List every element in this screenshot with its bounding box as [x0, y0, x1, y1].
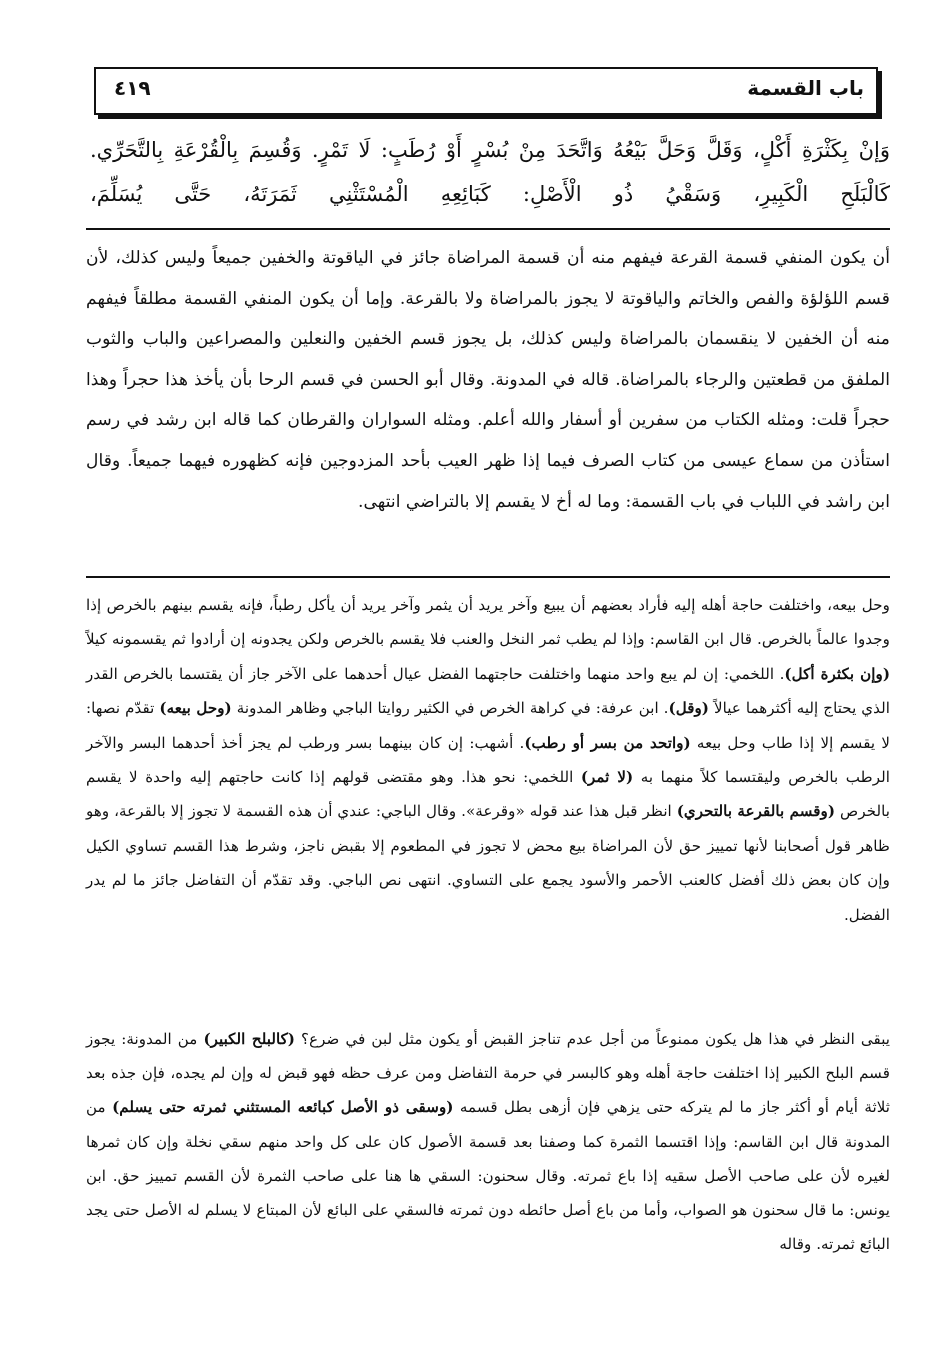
commentary-text: انظر قبل هذا عند قوله «وقرعة». وقال الباجي: عندي أن هذه القسمة لا تجوز إلا بالقرعة، وهو ظاهر قول أصحابنا لأنها تمييز حق لأن المراضاة بيع محض لا تجوز في المطعوم إلا بقبض ناجز، وشرط هذا القسم تساوي الكيل وإن كان بعض ذلك أفضل كالعنب الأحمر والأسود يجمع على التساوي. انتهى نص الباجي. وقد تقدّم أن التفاضل جائز ما لم يدر الفضل. [86, 802, 890, 924]
commentary-text: من المدونة: يجوز قسم البلح الكبير إذا اختلفت حاجة أهله وهو كالبسر في حرمة التفاضل ومن عرف حظه فهو قبض له وإن لم يجده، فإن جذه بعد ثلاثة أيام أو أكثر جاز ما لم يتركه حتى يزهي فإن أزهى بطل قسمه [86, 1030, 891, 1117]
commentary-text: يبقى النظر في هذا هل يكون ممنوعاً من أجل عدم تناجز القبض أو يكون مثل لبن في ضرع؟ [295, 1030, 890, 1048]
commentary-text: . ابن عرفة: في كراهة الخرص في الكثير روايتا الباجي وظاهر المدونة [231, 699, 669, 718]
commentary-text: من المدونة قال ابن القاسم: وإذا اقتسما الثمرة كما وصفنا بعد قسمة الأصول كان على كل واحد منهم سقي نخلة وإن كان ثمرها لغيره لأن على صاحب الأصل سقيه إذا باع ثمرته. وقال سحنون: السقي ها هنا على صاحب الثمرة لأن القسم تمييز حق. ابن يونس: ما قال سحنون هو الصواب، وأما من باع أصل حائطه دون ثمرته فالسقي على البائع لأن المبتاع لا يسلم له الأصل حتى يجد البائع ثمرته. وقاله [86, 1098, 890, 1254]
commentary-paragraph [86, 1022, 890, 1261]
main-text-line: كَالْبَلَحِ الْكَبِيرِ، وَسَقْيُ ذُو الْأَصْلِ: كَبَائِعِهِ الْمُسْتَثْنِي ثَمَرَتَهُ، حَتَّى يُسَلِّمَ، [90, 182, 890, 206]
commentary-text: تقدّم نصها: لا يقسم إلا إذا طاب وحل بيعه [86, 699, 890, 752]
quoted-matn: (وحل بيعه) [159, 699, 232, 718]
commentary-text: اللخمي: نحو هذا. وهو مقتضى قولهم إذا كانت حاجتهم إليه واحدة لا يقسم بالخرص [86, 768, 890, 821]
quoted-matn: (لا ثمر) [580, 768, 634, 787]
commentary-block-2 [86, 588, 890, 932]
commentary-text: . أشهب: إن كان بينهما بسر ورطب لم يجز أخذ أحدهما البسر والآخر الرطب بالخرص وليقتسما كلاً منهما به [86, 733, 890, 787]
divider [86, 228, 890, 230]
main-text [90, 128, 890, 216]
commentary-block-1 [86, 238, 890, 522]
quoted-matn: (واتحد من بسر أو رطب) [524, 733, 691, 752]
commentary-paragraph: أن يكون المنفي قسمة القرعة فيفهم منه أن قسمة المراضاة جائز في الياقوتة والخفين جميعاً وليس كذلك، لأن قسم اللؤلؤة والفص والخاتم والياقوتة لا يجوز بالمراضاة ولا بالقرعة. وإما أن يكون المنفي القسمة مطلقاً فيفهم منه أن الخفين لا ينقسمان بالمراضاة وليس كذلك، بل يجوز قسم الخفين والنعلين والمصراعين والباب والثوب الملفق من قطعتين والرجاء بالمراضاة. قاله في المدونة. وقال أبو الحسن في قسم الرحا بأن يأخذ هذا حجراً وهذا حجراً قلت: ومثله الكتاب من سفرين أو أسفار والله أعلم. ومثله السواران والقرطان كما قاله ابن رشد في رسم استأذن من سماع عيسى من كتاب الصرف فيما إذا ظهر العيب بأحد المزدوجين فإنه كظهوره فيهما جميعاً. وقال ابن راشد في اللباب في باب القسمة: وما له أخ لا يقسم إلا بالتراضي انتهى. [86, 248, 890, 512]
commentary-text: . اللخمي: إن لم يبع واحد منهما واختلفت حاجتهما الفضل عيال أحدهما على الآخر جاز أن يقتسما بالخرص القدر الذي يحتاج إليه أكثرهما عيالاً [86, 664, 890, 718]
divider [86, 576, 890, 578]
quoted-matn: (وقل) [668, 699, 709, 718]
commentary-block-3 [86, 1022, 890, 1261]
page-number: ٤١٩ [114, 76, 151, 100]
commentary-paragraph [86, 588, 890, 932]
commentary-text: وحل بيعه، واختلفت حاجة أهله إليه فأراد بعضهم أن يبيع وآخر يريد أن يثمر وآخر يريد أن يأكل رطباً، فإنه يقسم بينهم بالخرص إذا وجدوا عالماً بالخرص. قال ابن القاسم: وإذا لم يطب ثمر النخل والعنب فلا يقسم بالخرص ولكن يجدونه إن أرادوا ثم يقسمونه كيلاً [86, 596, 890, 649]
quoted-matn: (وقسم بالقرعة بالتحري) [676, 802, 836, 821]
main-text-line: وَإنْ بِكَثْرَةِ أَكْلٍ، وَقَلَّ وَحَلَّ بَيْعُهُ وَاتَّحَدَ مِنْ بُسْرٍ أَوْ رُطَبٍ: لَا تَمْرٍ. وَقُسِمَ بِالْقُرْعَةِ بِالتَّحَرِّي. [90, 138, 890, 162]
quoted-matn: (وسقى ذو الأصل كبائعه المستثني ثمرته حتى يسلم) [112, 1098, 454, 1117]
quoted-matn: (كالبلح الكبير) [203, 1030, 295, 1048]
quoted-matn: (وإن بكثرة أكل) [784, 664, 890, 683]
chapter-title: باب القسمة [747, 76, 864, 100]
running-header [94, 67, 878, 115]
